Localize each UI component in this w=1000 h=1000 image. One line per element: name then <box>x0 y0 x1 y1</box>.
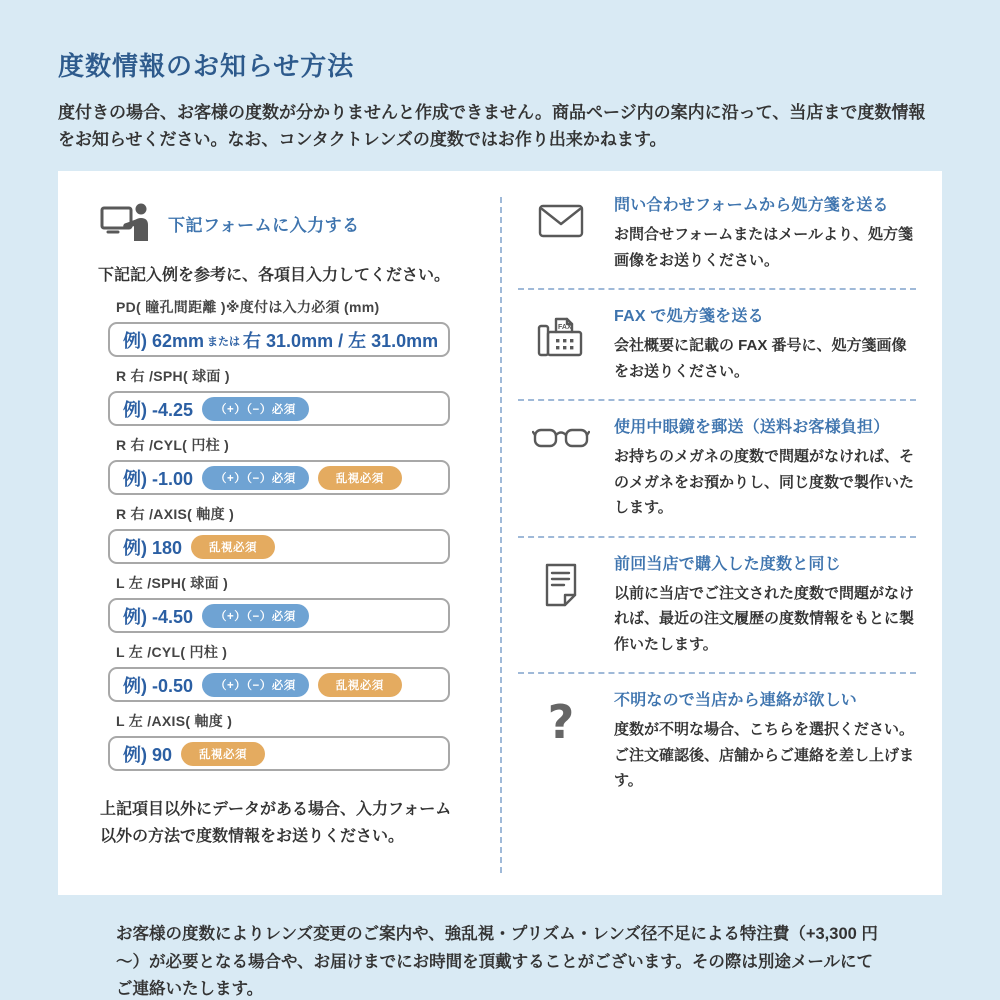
form-header <box>100 201 460 246</box>
field-label: PD( 瞳孔間距離 )※度付は入力必須 (mm) <box>116 299 380 316</box>
field-label: R 右 /SPH( 球面 ) <box>116 368 230 385</box>
glasses-icon <box>518 414 604 521</box>
example-value: 例) -1.00 <box>123 468 194 489</box>
person-at-computer-icon <box>100 201 154 246</box>
field-label: R 右 /CYL( 円柱 ) <box>116 437 230 454</box>
form-fields <box>98 297 460 771</box>
example-value-alt: 右 31.0mm / 左 31.0mm <box>243 330 439 351</box>
methods-list <box>502 171 942 895</box>
form-field <box>98 573 460 633</box>
form-field <box>98 366 460 426</box>
field-label: L 左 /SPH( 球面 ) <box>116 575 229 592</box>
info-card <box>58 171 942 895</box>
form-field <box>98 435 460 495</box>
method-body: 度数が不明な場合、こちらを選択ください。ご注文確認後、店舗からご連絡を差し上げます。 <box>614 721 915 790</box>
method-title: FAX で処方箋を送る <box>614 308 764 326</box>
field-label: L 左 /AXIS( 軸度 ) <box>116 713 233 730</box>
field-label: R 右 /AXIS( 軸度 ) <box>116 506 235 523</box>
page-title: 度数情報のお知らせ方法 <box>58 51 355 81</box>
method-body: 会社概要に記載の FAX 番号に、処方箋画像をお送りください。 <box>614 337 907 380</box>
footer-note: お客様の度数によりレンズ変更のご案内や、強乱視・プリズム・レンズ径不足による特注費（+3,300 円～）が必要となる場合や、お届けまでにお時間を頂戴することがございます。その際は別途メールにてご連絡いたします。 <box>116 925 878 998</box>
sign-required-badge: （+）（−）必須 <box>202 397 309 421</box>
method-section <box>518 179 920 288</box>
example-or-text: または <box>207 335 241 348</box>
example-value: 例) -4.25 <box>123 399 194 420</box>
fax-icon <box>518 303 604 384</box>
example-input-box <box>108 667 450 702</box>
example-input-box <box>108 460 450 495</box>
example-value: 例) -0.50 <box>123 675 194 696</box>
form-field <box>98 711 460 771</box>
astigmatism-required-badge: 乱視必須 <box>318 466 402 490</box>
method-section <box>518 401 920 536</box>
field-label: L 左 /CYL( 円柱 ) <box>116 644 228 661</box>
example-input-box <box>108 736 450 771</box>
example-input-box <box>108 391 450 426</box>
form-field <box>98 642 460 702</box>
form-field <box>98 297 460 357</box>
sign-required-badge: （+）（−）必須 <box>202 673 309 697</box>
intro-text: 度付きの場合、お客様の度数が分かりませんと作成できません。商品ページ内の案内に沿って、当店まで度数情報をお知らせください。なお、コンタクトレンズの度数ではお作り出来かねます。 <box>58 103 926 150</box>
example-input-box <box>108 598 450 633</box>
envelope-icon <box>518 192 604 273</box>
form-note: 上記項目以外にデータがある場合、入力フォーム以外の方法で度数情報をお送りください。 <box>100 801 452 845</box>
astigmatism-required-badge: 乱視必須 <box>191 535 275 559</box>
example-input-box <box>108 529 450 564</box>
question-icon: ? <box>547 695 575 750</box>
method-title: 使用中眼鏡を郵送（送料お客様負担） <box>614 419 890 437</box>
form-instruction: 下記記入例を参考に、各項目入力してください。 <box>98 267 451 285</box>
method-body: 以前に当店でご注文された度数で問題がなければ、最近の注文履歴の度数情報をもとに製作いたします。 <box>614 584 915 653</box>
sign-required-badge: （+）（−）必須 <box>202 604 309 628</box>
astigmatism-required-badge: 乱視必須 <box>318 673 402 697</box>
example-value: 例) 180 <box>123 537 183 558</box>
method-section <box>518 674 920 809</box>
method-section <box>518 538 920 673</box>
example-value: 例) 62mm <box>123 330 205 351</box>
example-input-box <box>108 322 450 357</box>
method-title: 前回当店で購入した度数と同じ <box>614 555 841 573</box>
method-title: 問い合わせフォームから処方箋を送る <box>614 197 889 215</box>
example-value: 例) -4.50 <box>123 606 194 627</box>
example-value: 例) 90 <box>123 744 173 765</box>
form-column <box>58 171 500 895</box>
method-body: お問合せフォームまたはメールより、処方箋画像をお送りください。 <box>614 226 913 269</box>
svg-text:FAX: FAX <box>558 324 572 332</box>
form-field <box>98 504 460 564</box>
method-title: 不明なので当店から連絡が欲しい <box>614 692 858 710</box>
document-icon <box>518 551 604 658</box>
astigmatism-required-badge: 乱視必須 <box>181 742 265 766</box>
sign-required-badge: （+）（−）必須 <box>202 466 309 490</box>
method-body: お持ちのメガネの度数で問題がなければ、そのメガネをお預かりし、同じ度数で製作いたします。 <box>614 448 915 517</box>
method-section <box>518 290 920 399</box>
form-heading: 下記フォームに入力する <box>168 216 360 236</box>
